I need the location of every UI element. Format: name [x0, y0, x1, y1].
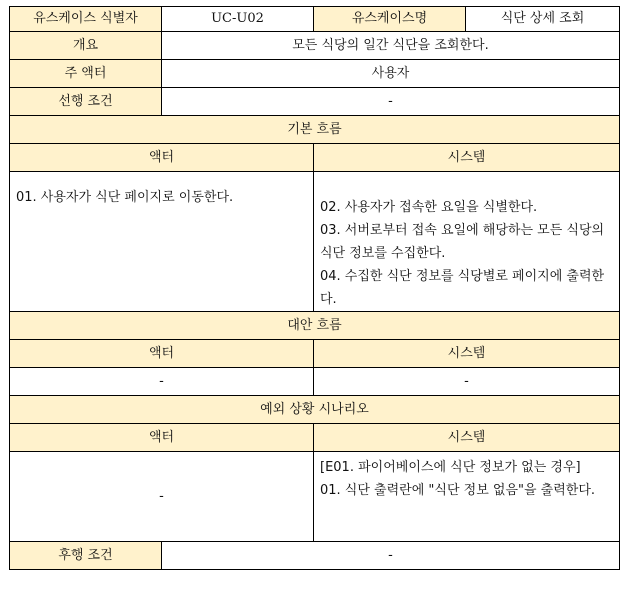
alt-flow-actor-header: 액터: [10, 340, 314, 368]
alt-flow-system-value: -: [314, 368, 620, 396]
basic-flow-system-step: 04. 수집한 식단 정보를 식당별로 페이지에 출력한다.: [320, 269, 605, 307]
exception-header-row: [10, 424, 620, 452]
precondition-row: [10, 88, 620, 116]
overview-row: [10, 32, 620, 60]
basic-flow-system-step: 03. 서버로부터 접속 요일에 해당하는 모든 식당의 식단 정보를 수집한다.: [320, 223, 605, 261]
usecase-name-value: 식단 상세 조회: [466, 7, 620, 32]
basic-flow-title: 기본 흐름: [10, 116, 620, 144]
basic-flow-steps-row: [10, 172, 620, 312]
primary-actor-label: 주 액터: [10, 60, 162, 88]
usecase-id-value: UC-U02: [162, 7, 314, 32]
alt-flow-title-row: [10, 312, 620, 340]
exception-title: 예외 상황 시나리오: [10, 396, 620, 424]
basic-flow-header-row: [10, 144, 620, 172]
alt-flow-steps-row: [10, 368, 620, 396]
postcondition-label: 후행 조건: [10, 542, 162, 570]
usecase-name-label: 유스케이스명: [314, 7, 466, 32]
basic-flow-actor-header: 액터: [10, 144, 314, 172]
postcondition-value: -: [162, 542, 620, 570]
exception-steps-row: [10, 452, 620, 542]
basic-flow-actor-step: 01. 사용자가 식단 페이지로 이동한다.: [16, 190, 234, 205]
precondition-label: 선행 조건: [10, 88, 162, 116]
basic-flow-system-step: 02. 사용자가 접속한 요일을 식별한다.: [320, 200, 538, 215]
overview-value: 모든 식당의 일간 식단을 조회한다.: [162, 32, 620, 60]
exception-system-step: 01. 식단 출력란에 "식단 정보 없음"을 출력한다.: [320, 483, 596, 498]
exception-system-header: 시스템: [314, 424, 620, 452]
basic-flow-system-steps: [314, 172, 620, 312]
alt-flow-system-header: 시스템: [314, 340, 620, 368]
alt-flow-actor-value: -: [10, 368, 314, 396]
header-row: [10, 7, 620, 32]
alt-flow-title: 대안 흐름: [10, 312, 620, 340]
actor-row: [10, 60, 620, 88]
postcondition-row: [10, 542, 620, 570]
usecase-spec-table: [9, 6, 620, 570]
exception-case-title: [E01. 파이어베이스에 식단 정보가 없는 경우]: [320, 460, 581, 475]
basic-flow-actor-steps: [10, 172, 314, 312]
precondition-value: -: [162, 88, 620, 116]
basic-flow-title-row: [10, 116, 620, 144]
exception-actor-header: 액터: [10, 424, 314, 452]
exception-system-steps: [314, 452, 620, 542]
exception-actor-value: -: [10, 452, 314, 542]
primary-actor-value: 사용자: [162, 60, 620, 88]
alt-flow-header-row: [10, 340, 620, 368]
basic-flow-system-header: 시스템: [314, 144, 620, 172]
overview-label: 개요: [10, 32, 162, 60]
exception-title-row: [10, 396, 620, 424]
usecase-id-label: 유스케이스 식별자: [10, 7, 162, 32]
